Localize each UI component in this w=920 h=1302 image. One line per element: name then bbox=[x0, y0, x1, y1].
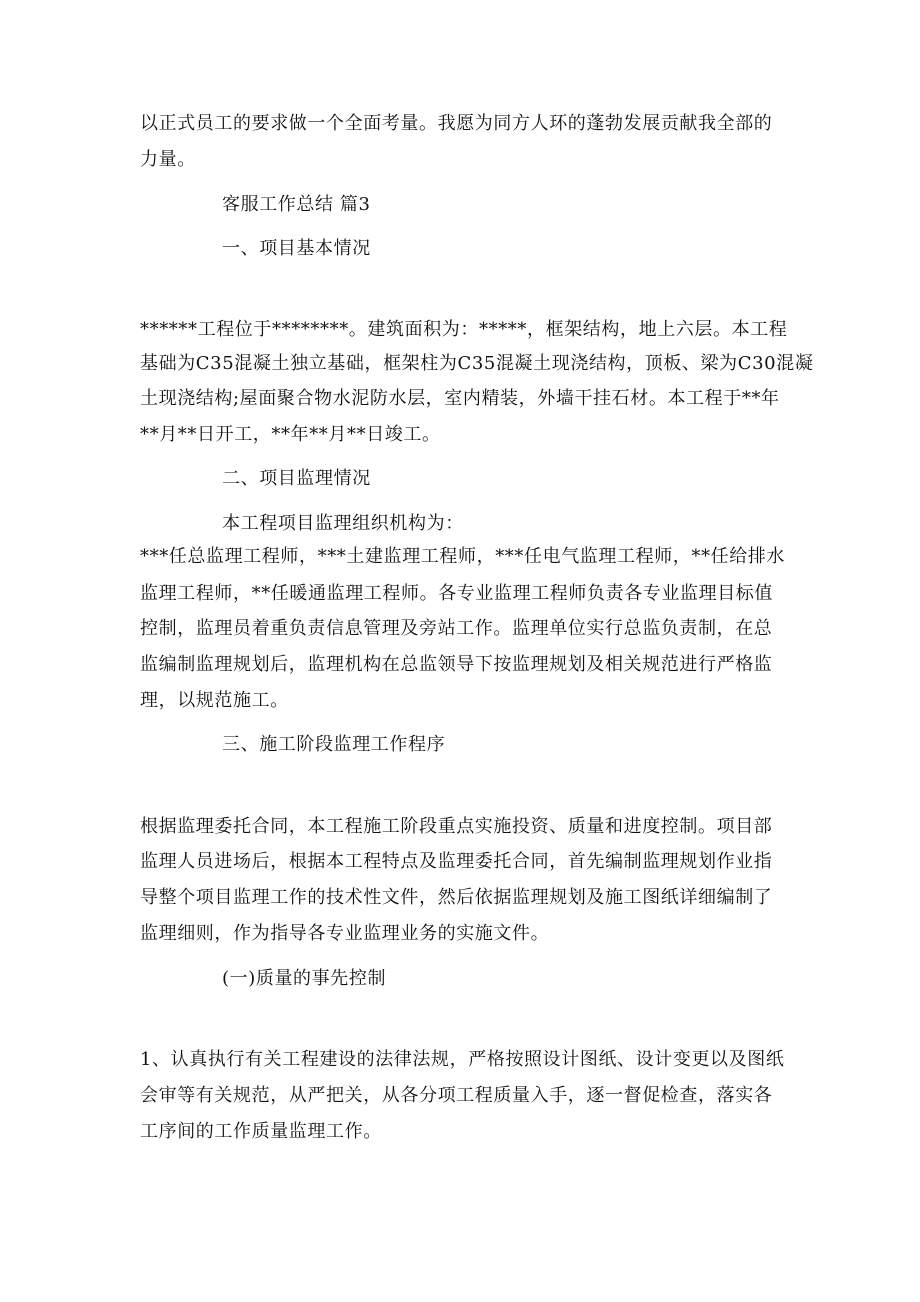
section-heading: 三、施工阶段监理工作程序 bbox=[222, 734, 446, 755]
text-line: 工序间的工作质量监理工作。 bbox=[140, 1121, 382, 1142]
text-line: 导整个项目监理工作的技术性文件，然后依据监理规划及施工图纸详细编制了 bbox=[140, 887, 773, 908]
text-line: 土现浇结构;屋面聚合物水泥防水层，室内精装，外墙干挂石材。本工程于**年 bbox=[140, 388, 780, 409]
section-title: 客服工作总结 篇3 bbox=[222, 194, 371, 215]
text-line: 1、认真执行有关工程建设的法律法规，严格按照设计图纸、设计变更以及图纸 bbox=[140, 1049, 785, 1070]
text-line: 会审等有关规范，从严把关，从各分项工程质量入手，逐一督促检查，落实各 bbox=[140, 1085, 773, 1106]
text-line: 控制，监理员着重负责信息管理及旁站工作。监理单位实行总监负责制，在总 bbox=[140, 618, 773, 639]
text-line: 监理工程师，**任暖通监理工程师。各专业监理工程师负责各专业监理目标值 bbox=[140, 583, 773, 604]
text-line: 力量。 bbox=[140, 149, 196, 170]
text-line: 监理人员进场后，根据本工程特点及监理委托合同，首先编制监理规划作业指 bbox=[140, 851, 773, 872]
section-heading: 一、项目基本情况 bbox=[222, 238, 371, 259]
text-line: ******工程位于********。建筑面积为：*****，框架结构，地上六层。本工程 bbox=[140, 319, 788, 340]
text-line: 基础为C35混凝土独立基础，框架柱为C35混凝土现浇结构，顶板、梁为C30混凝 bbox=[140, 353, 814, 374]
text-line: 根据监理委托合同，本工程施工阶段重点实施投资、质量和进度控制。项目部 bbox=[140, 816, 773, 837]
section-heading: (一)质量的事先控制 bbox=[222, 968, 387, 989]
text-line: 本工程项目监理组织机构为： bbox=[222, 513, 464, 534]
text-line: 监编制监理规划后，监理机构在总监领导下按监理规划及相关规范进行严格监 bbox=[140, 654, 773, 675]
text-line: 以正式员工的要求做一个全面考量。我愿为同方人环的蓬勃发展贡献我全部的 bbox=[140, 113, 773, 134]
text-line: ***任总监理工程师，***土建监理工程师，***任电气监理工程师，**任给排水 bbox=[140, 546, 785, 567]
text-line: 监理细则，作为指导各专业监理业务的实施文件。 bbox=[140, 923, 550, 944]
text-line: 理，以规范施工。 bbox=[140, 690, 289, 711]
text-line: **月**日开工，**年**月**日竣工。 bbox=[140, 424, 441, 445]
section-heading: 二、项目监理情况 bbox=[222, 468, 371, 489]
